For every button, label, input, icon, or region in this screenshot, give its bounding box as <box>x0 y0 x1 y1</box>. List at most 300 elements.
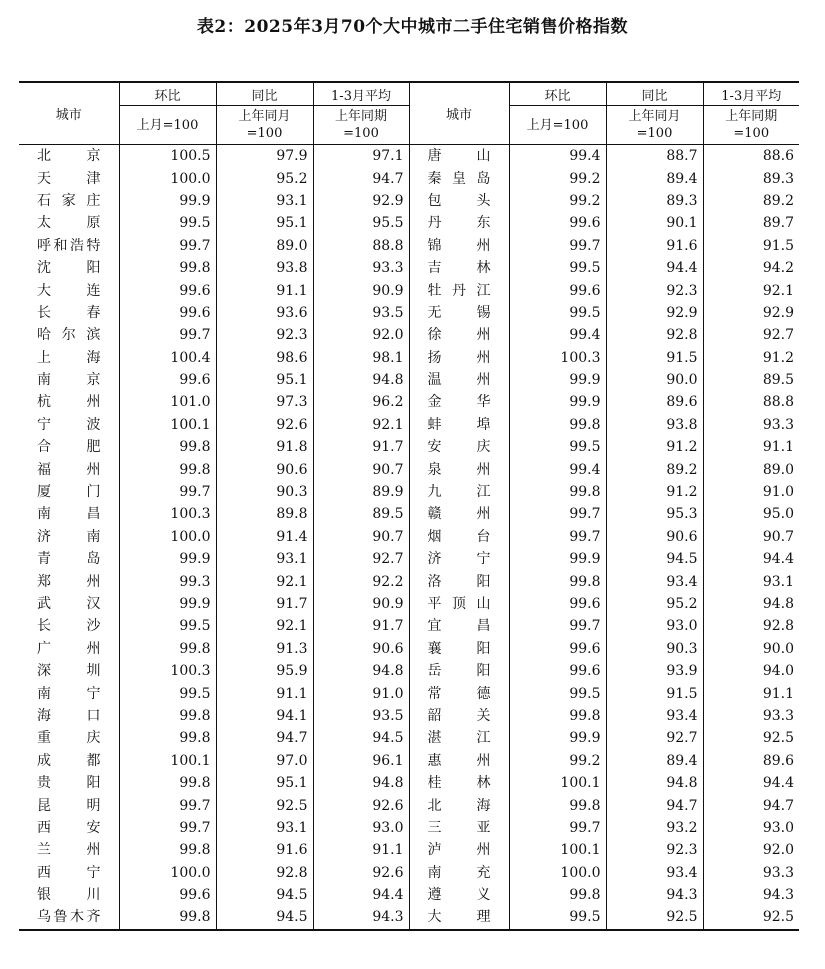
left-city-cell: 重庆 <box>37 730 101 747</box>
left-yoy-cell: 94.5 <box>216 884 313 906</box>
right-avg-cell: 89.3 <box>703 167 799 189</box>
right-avg-cell: 89.7 <box>703 212 799 234</box>
left-city-cell: 兰州 <box>37 842 101 859</box>
right-city-cell: 遵义 <box>409 884 509 906</box>
right-mom-cell: 99.7 <box>509 503 606 525</box>
table-row <box>19 570 799 592</box>
table-row <box>19 526 799 548</box>
table-row <box>19 212 799 234</box>
right-yoy-cell: 88.7 <box>606 145 703 168</box>
right-avg-cell: 92.5 <box>703 906 799 929</box>
left-mom-cell: 101.0 <box>119 391 216 413</box>
left-yoy-cell: 95.1 <box>216 772 313 794</box>
table-row <box>19 145 799 168</box>
left-yoy-cell: 92.1 <box>216 570 313 592</box>
left-city-cell: 长沙 <box>37 618 101 635</box>
right-yoy-cell: 92.8 <box>606 324 703 346</box>
left-avg-cell: 92.7 <box>313 548 409 570</box>
right-avg-cell: 94.4 <box>703 548 799 570</box>
right-avg-cell: 91.1 <box>703 682 799 704</box>
left-mom-cell: 100.1 <box>119 750 216 772</box>
left-mom-cell: 99.6 <box>119 302 216 324</box>
right-yoy-cell: 91.5 <box>606 347 703 369</box>
left-yoy-cell: 95.2 <box>216 167 313 189</box>
left-mom-cell: 99.8 <box>119 839 216 861</box>
right-city-cell: 扬州 <box>409 347 509 369</box>
left-city-cell: 北京 <box>37 148 101 165</box>
left-mom-cell: 99.8 <box>119 458 216 480</box>
table-row <box>19 906 799 929</box>
left-avg-cell: 92.6 <box>313 794 409 816</box>
left-mom-cell: 99.5 <box>119 682 216 704</box>
right-avg-cell: 92.8 <box>703 615 799 637</box>
right-mom-cell: 99.9 <box>509 391 606 413</box>
left-avg-cell: 91.7 <box>313 436 409 458</box>
left-city-cell: 广州 <box>37 640 101 657</box>
right-avg-cell: 89.0 <box>703 458 799 480</box>
left-city-cell: 海口 <box>37 707 101 724</box>
right-city-cell: 桂林 <box>409 772 509 794</box>
table-row <box>19 772 799 794</box>
left-mom-cell: 99.7 <box>119 817 216 839</box>
left-mom-cell: 99.8 <box>119 257 216 279</box>
left-avg-cell: 90.9 <box>313 593 409 615</box>
left-avg-cell: 95.5 <box>313 212 409 234</box>
left-mom-cell: 99.9 <box>119 593 216 615</box>
table-body <box>19 145 799 930</box>
left-mom-cell: 99.8 <box>119 727 216 749</box>
left-city-cell: 成都 <box>37 752 101 769</box>
left-avg-cell: 89.9 <box>313 481 409 503</box>
left-avg-cell: 93.5 <box>313 302 409 324</box>
right-yoy-cell: 94.8 <box>606 772 703 794</box>
right-city-cell: 湛江 <box>409 727 509 749</box>
right-yoy-cell: 94.7 <box>606 794 703 816</box>
right-mom-cell: 99.5 <box>509 436 606 458</box>
left-mom-cell: 99.5 <box>119 212 216 234</box>
right-mom-cell: 99.8 <box>509 570 606 592</box>
left-city-cell: 贵阳 <box>37 775 101 792</box>
table-row <box>19 324 799 346</box>
left-mom-cell: 100.5 <box>119 145 216 168</box>
left-mom-cell: 99.8 <box>119 906 216 929</box>
table-row <box>19 660 799 682</box>
right-mom-cell: 99.8 <box>509 794 606 816</box>
right-avg-cell: 92.5 <box>703 727 799 749</box>
left-mom-cell: 99.7 <box>119 481 216 503</box>
left-city-cell: 石家庄 <box>37 192 101 209</box>
left-avg-cell: 98.1 <box>313 347 409 369</box>
table-row <box>19 548 799 570</box>
left-mom-cell: 99.7 <box>119 794 216 816</box>
right-mom-cell: 99.6 <box>509 593 606 615</box>
left-yoy-cell: 91.7 <box>216 593 313 615</box>
right-mom-cell: 99.5 <box>509 906 606 929</box>
right-avg-cell: 94.0 <box>703 660 799 682</box>
left-yoy-cell: 93.6 <box>216 302 313 324</box>
left-avg-cell: 90.7 <box>313 458 409 480</box>
left-yoy-cell: 91.8 <box>216 436 313 458</box>
left-avg-cell: 96.2 <box>313 391 409 413</box>
table-row <box>19 257 799 279</box>
table-row <box>19 705 799 727</box>
left-avg-cell: 91.7 <box>313 615 409 637</box>
right-city-cell: 九江 <box>409 481 509 503</box>
right-mom-cell: 99.6 <box>509 279 606 301</box>
right-mom-cell: 99.7 <box>509 235 606 257</box>
right-avg-cell: 94.2 <box>703 257 799 279</box>
left-yoy-cell: 90.6 <box>216 458 313 480</box>
left-city-cell: 福州 <box>37 461 101 478</box>
left-avg-cell: 90.9 <box>313 279 409 301</box>
left-city-cell: 西宁 <box>37 864 101 881</box>
right-mom-cell: 99.5 <box>509 302 606 324</box>
right-yoy-cell: 93.4 <box>606 570 703 592</box>
yoy-base-header: 上年同月 =100 <box>606 106 703 145</box>
left-city-cell: 长春 <box>37 304 101 321</box>
left-city-cell: 深圳 <box>37 663 101 680</box>
left-mom-cell: 100.4 <box>119 347 216 369</box>
table-row <box>19 167 799 189</box>
table-row <box>19 503 799 525</box>
right-avg-cell: 94.4 <box>703 772 799 794</box>
right-avg-cell: 90.7 <box>703 526 799 548</box>
right-city-cell: 大理 <box>409 906 509 929</box>
left-avg-cell: 91.0 <box>313 682 409 704</box>
right-city-cell: 包头 <box>409 190 509 212</box>
right-yoy-cell: 93.4 <box>606 862 703 884</box>
left-yoy-cell: 93.8 <box>216 257 313 279</box>
left-city-cell: 郑州 <box>37 573 101 590</box>
right-avg-cell: 91.1 <box>703 436 799 458</box>
right-avg-cell: 92.1 <box>703 279 799 301</box>
table-row <box>19 347 799 369</box>
right-mom-cell: 99.4 <box>509 145 606 168</box>
right-mom-cell: 100.1 <box>509 772 606 794</box>
right-avg-cell: 93.3 <box>703 862 799 884</box>
right-mom-cell: 99.4 <box>509 458 606 480</box>
right-city-cell: 赣州 <box>409 503 509 525</box>
left-yoy-cell: 91.1 <box>216 682 313 704</box>
right-mom-cell: 99.2 <box>509 190 606 212</box>
right-mom-cell: 99.8 <box>509 414 606 436</box>
left-avg-cell: 94.5 <box>313 727 409 749</box>
right-mom-cell: 99.4 <box>509 324 606 346</box>
left-yoy-cell: 92.8 <box>216 862 313 884</box>
left-yoy-cell: 94.1 <box>216 705 313 727</box>
left-city-cell: 南京 <box>37 372 101 389</box>
left-city-cell: 济南 <box>37 528 101 545</box>
table-row <box>19 302 799 324</box>
price-index-table <box>19 81 799 931</box>
left-avg-cell: 94.8 <box>313 772 409 794</box>
right-avg-cell: 91.5 <box>703 235 799 257</box>
left-avg-cell: 94.4 <box>313 884 409 906</box>
left-avg-cell: 92.0 <box>313 324 409 346</box>
table-row <box>19 481 799 503</box>
right-yoy-cell: 92.5 <box>606 906 703 929</box>
right-city-cell: 金华 <box>409 391 509 413</box>
left-avg-cell: 92.1 <box>313 414 409 436</box>
right-yoy-cell: 93.0 <box>606 615 703 637</box>
right-yoy-cell: 89.6 <box>606 391 703 413</box>
left-yoy-cell: 97.0 <box>216 750 313 772</box>
left-mom-cell: 99.8 <box>119 638 216 660</box>
left-yoy-cell: 91.4 <box>216 526 313 548</box>
yoy-base-header: 上年同月 =100 <box>216 106 313 145</box>
right-mom-cell: 100.1 <box>509 839 606 861</box>
table-row <box>19 279 799 301</box>
left-mom-cell: 99.5 <box>119 615 216 637</box>
right-yoy-cell: 90.6 <box>606 526 703 548</box>
right-mom-cell: 99.7 <box>509 817 606 839</box>
right-mom-cell: 99.8 <box>509 481 606 503</box>
left-city-cell: 宁波 <box>37 416 101 433</box>
right-avg-cell: 91.0 <box>703 481 799 503</box>
left-city-cell: 大连 <box>37 282 101 299</box>
right-mom-cell: 100.0 <box>509 862 606 884</box>
right-city-cell: 唐山 <box>409 145 509 168</box>
left-avg-cell: 94.8 <box>313 660 409 682</box>
left-mom-cell: 99.6 <box>119 279 216 301</box>
avg-base-header: 上年同期 =100 <box>703 106 799 145</box>
right-avg-cell: 88.6 <box>703 145 799 168</box>
left-mom-cell: 99.8 <box>119 436 216 458</box>
left-mom-cell: 99.9 <box>119 548 216 570</box>
table-row <box>19 884 799 906</box>
left-yoy-cell: 93.1 <box>216 548 313 570</box>
table-row <box>19 190 799 212</box>
left-city-cell: 哈尔滨 <box>37 327 101 344</box>
right-yoy-cell: 92.3 <box>606 839 703 861</box>
right-city-cell: 秦皇岛 <box>409 167 509 189</box>
left-city-cell: 青岛 <box>37 551 101 568</box>
left-yoy-cell: 92.5 <box>216 794 313 816</box>
right-city-cell: 牡丹江 <box>409 279 509 301</box>
right-mom-cell: 99.9 <box>509 548 606 570</box>
right-mom-cell: 99.9 <box>509 727 606 749</box>
mom-base-header: 上月=100 <box>119 106 216 145</box>
right-city-cell: 安庆 <box>409 436 509 458</box>
mom-column-header: 环比 <box>119 82 216 106</box>
right-avg-cell: 88.8 <box>703 391 799 413</box>
right-mom-cell: 99.6 <box>509 638 606 660</box>
left-avg-cell: 97.1 <box>313 145 409 168</box>
right-avg-cell: 92.9 <box>703 302 799 324</box>
left-avg-cell: 94.3 <box>313 906 409 929</box>
left-city-cell: 南昌 <box>37 506 101 523</box>
left-avg-cell: 89.5 <box>313 503 409 525</box>
right-avg-cell: 95.0 <box>703 503 799 525</box>
right-yoy-cell: 91.5 <box>606 682 703 704</box>
left-avg-cell: 94.8 <box>313 369 409 391</box>
left-yoy-cell: 94.5 <box>216 906 313 929</box>
left-yoy-cell: 92.3 <box>216 324 313 346</box>
avg-base-header: 上年同期 =100 <box>313 106 409 145</box>
right-city-cell: 泉州 <box>409 458 509 480</box>
left-yoy-cell: 93.1 <box>216 817 313 839</box>
right-yoy-cell: 93.9 <box>606 660 703 682</box>
left-city-cell: 合肥 <box>37 439 101 456</box>
right-avg-cell: 94.3 <box>703 884 799 906</box>
right-avg-cell: 89.5 <box>703 369 799 391</box>
table-row <box>19 391 799 413</box>
left-yoy-cell: 94.7 <box>216 727 313 749</box>
left-yoy-cell: 95.1 <box>216 212 313 234</box>
left-yoy-cell: 91.1 <box>216 279 313 301</box>
left-city-cell: 昆明 <box>37 797 101 814</box>
right-mom-cell: 100.3 <box>509 347 606 369</box>
avg-column-header: 1-3月平均 <box>313 82 409 106</box>
right-avg-cell: 93.3 <box>703 705 799 727</box>
right-avg-cell: 91.2 <box>703 347 799 369</box>
yoy-column-header: 同比 <box>606 82 703 106</box>
right-city-cell: 惠州 <box>409 750 509 772</box>
table-row <box>19 817 799 839</box>
right-mom-cell: 99.5 <box>509 682 606 704</box>
left-avg-cell: 93.0 <box>313 817 409 839</box>
left-yoy-cell: 95.1 <box>216 369 313 391</box>
table-row <box>19 235 799 257</box>
right-city-cell: 韶关 <box>409 705 509 727</box>
right-yoy-cell: 93.2 <box>606 817 703 839</box>
left-city-cell: 上海 <box>37 349 101 366</box>
mom-base-header: 上月=100 <box>509 106 606 145</box>
right-avg-cell: 90.0 <box>703 638 799 660</box>
left-yoy-cell: 97.9 <box>216 145 313 168</box>
right-yoy-cell: 94.4 <box>606 257 703 279</box>
right-city-cell: 常德 <box>409 682 509 704</box>
mom-column-header: 环比 <box>509 82 606 106</box>
left-avg-cell: 91.1 <box>313 839 409 861</box>
right-avg-cell: 89.2 <box>703 190 799 212</box>
left-mom-cell: 99.6 <box>119 884 216 906</box>
right-yoy-cell: 90.0 <box>606 369 703 391</box>
left-avg-cell: 93.3 <box>313 257 409 279</box>
left-mom-cell: 100.0 <box>119 167 216 189</box>
left-city-cell: 南宁 <box>37 685 101 702</box>
right-mom-cell: 99.5 <box>509 257 606 279</box>
right-city-cell: 徐州 <box>409 324 509 346</box>
left-yoy-cell: 98.6 <box>216 347 313 369</box>
right-yoy-cell: 92.7 <box>606 727 703 749</box>
left-yoy-cell: 89.8 <box>216 503 313 525</box>
left-city-cell: 呼和浩特 <box>37 237 101 254</box>
left-city-cell: 武汉 <box>37 596 101 612</box>
right-yoy-cell: 91.6 <box>606 235 703 257</box>
right-yoy-cell: 95.3 <box>606 503 703 525</box>
table-row <box>19 727 799 749</box>
right-avg-cell: 93.3 <box>703 414 799 436</box>
left-avg-cell: 90.7 <box>313 526 409 548</box>
table-title: 表2：2025年3月70个大中城市二手住宅销售价格指数 <box>196 17 629 37</box>
right-city-cell: 锦州 <box>409 235 509 257</box>
avg-column-header: 1-3月平均 <box>703 82 799 106</box>
right-mom-cell: 99.2 <box>509 167 606 189</box>
table-row <box>19 414 799 436</box>
table-row <box>19 682 799 704</box>
right-city-cell: 平顶山 <box>409 593 509 615</box>
left-mom-cell: 99.8 <box>119 772 216 794</box>
table-row <box>19 615 799 637</box>
city-column-header: 城市 <box>19 82 119 145</box>
left-yoy-cell: 97.3 <box>216 391 313 413</box>
right-city-cell: 济宁 <box>409 548 509 570</box>
left-mom-cell: 99.8 <box>119 705 216 727</box>
right-mom-cell: 99.8 <box>509 884 606 906</box>
left-city-cell: 厦门 <box>37 484 101 501</box>
right-yoy-cell: 95.2 <box>606 593 703 615</box>
right-yoy-cell: 94.5 <box>606 548 703 570</box>
left-mom-cell: 100.1 <box>119 414 216 436</box>
left-city-cell: 杭州 <box>37 394 101 411</box>
right-mom-cell: 99.6 <box>509 660 606 682</box>
right-city-cell: 烟台 <box>409 526 509 548</box>
right-city-cell: 南充 <box>409 862 509 884</box>
right-city-cell: 温州 <box>409 369 509 391</box>
right-avg-cell: 92.7 <box>703 324 799 346</box>
left-avg-cell: 92.6 <box>313 862 409 884</box>
right-city-cell: 洛阳 <box>409 570 509 592</box>
table-row <box>19 750 799 772</box>
left-yoy-cell: 93.1 <box>216 190 313 212</box>
left-mom-cell: 100.0 <box>119 526 216 548</box>
left-avg-cell: 88.8 <box>313 235 409 257</box>
left-mom-cell: 100.3 <box>119 660 216 682</box>
left-city-cell: 天津 <box>37 170 101 187</box>
right-yoy-cell: 89.3 <box>606 190 703 212</box>
right-mom-cell: 99.2 <box>509 750 606 772</box>
left-mom-cell: 99.7 <box>119 324 216 346</box>
left-avg-cell: 93.5 <box>313 705 409 727</box>
table-row <box>19 436 799 458</box>
left-mom-cell: 100.0 <box>119 862 216 884</box>
right-avg-cell: 94.7 <box>703 794 799 816</box>
right-city-cell: 丹东 <box>409 212 509 234</box>
left-city-cell: 乌鲁木齐 <box>19 906 119 929</box>
right-avg-cell: 92.0 <box>703 839 799 861</box>
left-avg-cell: 96.1 <box>313 750 409 772</box>
right-yoy-cell: 89.2 <box>606 458 703 480</box>
right-yoy-cell: 92.9 <box>606 302 703 324</box>
left-avg-cell: 92.9 <box>313 190 409 212</box>
left-yoy-cell: 90.3 <box>216 481 313 503</box>
right-city-cell: 无锡 <box>409 302 509 324</box>
right-mom-cell: 99.7 <box>509 526 606 548</box>
right-avg-cell: 94.8 <box>703 593 799 615</box>
right-yoy-cell: 89.4 <box>606 167 703 189</box>
right-avg-cell: 93.0 <box>703 817 799 839</box>
left-avg-cell: 92.2 <box>313 570 409 592</box>
yoy-column-header: 同比 <box>216 82 313 106</box>
left-yoy-cell: 92.6 <box>216 414 313 436</box>
right-yoy-cell: 93.4 <box>606 705 703 727</box>
left-yoy-cell: 95.9 <box>216 660 313 682</box>
right-city-cell: 三亚 <box>409 817 509 839</box>
right-yoy-cell: 90.3 <box>606 638 703 660</box>
right-yoy-cell: 89.4 <box>606 750 703 772</box>
left-avg-cell: 90.6 <box>313 638 409 660</box>
left-city-cell: 银川 <box>37 887 101 904</box>
right-city-cell: 泸州 <box>409 839 509 861</box>
right-mom-cell: 99.9 <box>509 369 606 391</box>
left-yoy-cell: 92.1 <box>216 615 313 637</box>
left-yoy-cell: 89.0 <box>216 235 313 257</box>
right-yoy-cell: 91.2 <box>606 436 703 458</box>
right-city-cell: 北海 <box>409 794 509 816</box>
right-mom-cell: 99.6 <box>509 212 606 234</box>
right-city-cell: 岳阳 <box>409 660 509 682</box>
